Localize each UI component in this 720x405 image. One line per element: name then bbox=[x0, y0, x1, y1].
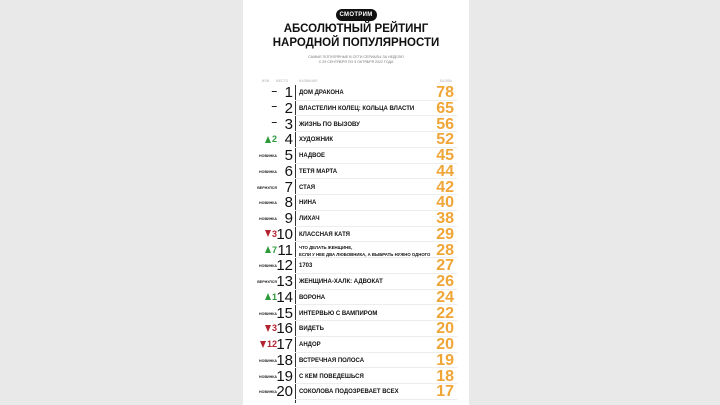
list-item bbox=[243, 306, 469, 322]
change-value: 12 bbox=[266, 339, 277, 349]
series-title bbox=[299, 185, 315, 191]
list-item bbox=[243, 164, 469, 180]
list-item bbox=[243, 117, 469, 133]
score-value: 45 bbox=[436, 147, 454, 164]
change-badge bbox=[259, 357, 277, 365]
header-place: МЕСТО bbox=[276, 79, 289, 83]
list-item bbox=[243, 211, 469, 227]
series-title bbox=[299, 200, 316, 206]
series-title-text: ИНТЕРВЬЮ С ВАМПИРОМ bbox=[299, 310, 378, 317]
place-number: 16 bbox=[276, 320, 293, 338]
list-item bbox=[243, 274, 469, 290]
change-value: 1 bbox=[271, 291, 277, 302]
subtitle bbox=[273, 55, 439, 64]
subtitle-line-1: САМЫЕ ПОПУЛЯРНЫЕ В СЕТИ СЕРИАЛЫ ЗА НЕДЕЛЮ bbox=[308, 55, 404, 59]
arrow-down-icon bbox=[265, 230, 271, 237]
score-value: 56 bbox=[436, 115, 454, 133]
change-badge bbox=[259, 310, 277, 318]
change-up bbox=[265, 293, 277, 301]
list-item bbox=[243, 353, 469, 369]
list-item bbox=[243, 337, 469, 353]
series-title-text: ДОМ ДРАКОНА bbox=[299, 90, 344, 96]
series-title bbox=[299, 295, 325, 301]
place-number: 5 bbox=[284, 147, 293, 164]
series-title bbox=[299, 279, 383, 285]
list-item bbox=[243, 384, 469, 400]
series-title-text: СОКОЛОВА ПОДОЗРЕВАЕТ ВСЕХ bbox=[299, 389, 399, 396]
score-value: 27 bbox=[436, 257, 454, 275]
series-title bbox=[299, 358, 364, 364]
list-item bbox=[243, 243, 469, 259]
series-title-text: НАДВОЕ bbox=[299, 153, 326, 159]
place-number: 12 bbox=[276, 257, 293, 275]
series-title bbox=[299, 232, 350, 238]
rating-card bbox=[243, 0, 469, 405]
title-line-1: АБСОЛЮТНЫЙ РЕЙТИНГ bbox=[283, 23, 429, 35]
change-value: НОВИНКА bbox=[259, 217, 277, 221]
change-up bbox=[265, 135, 277, 143]
list-item bbox=[243, 227, 469, 243]
score-value: 40 bbox=[436, 194, 454, 212]
place-number: 9 bbox=[284, 210, 293, 227]
change-up bbox=[265, 246, 277, 254]
series-title-text: ВСТРЕЧНАЯ ПОЛОСА bbox=[299, 357, 365, 364]
series-title bbox=[299, 244, 430, 258]
series-title-text: 1703 bbox=[299, 263, 313, 270]
series-title-text: НИНА bbox=[299, 200, 317, 207]
change-value: – bbox=[271, 117, 277, 128]
score-value: 22 bbox=[436, 304, 454, 322]
series-title-text: ЖИЗНЬ ПО ВЫЗОВУ bbox=[299, 121, 360, 128]
series-title-text: ЖЕНЩИНА-ХАЛК: АДВОКАТ bbox=[299, 279, 383, 285]
place-number: 7 bbox=[284, 178, 293, 196]
list-item bbox=[243, 369, 469, 385]
place-number: 14 bbox=[276, 288, 293, 306]
change-value: НОВИНКА bbox=[259, 390, 277, 395]
title-line-2: НАРОДНОЙ ПОПУЛЯРНОСТИ bbox=[272, 37, 440, 49]
change-badge bbox=[257, 278, 277, 286]
series-title bbox=[299, 389, 399, 395]
change-down bbox=[265, 230, 277, 238]
row-separator bbox=[295, 399, 457, 400]
series-title-text: С КЕМ ПОВЕДЕШЬСЯ bbox=[299, 373, 364, 380]
change-badge bbox=[259, 152, 277, 160]
change-badge bbox=[259, 215, 277, 223]
change-badge bbox=[259, 373, 277, 381]
place-number: 15 bbox=[276, 304, 293, 322]
change-value: НОВИНКА bbox=[259, 264, 277, 269]
score-value: 65 bbox=[436, 99, 454, 117]
series-title bbox=[299, 153, 325, 159]
score-value: 26 bbox=[436, 273, 454, 290]
score-value: 78 bbox=[436, 84, 454, 101]
series-title-text: ЧТО ДЕЛАТЬ ЖЕНЩИНЕ, bbox=[299, 244, 353, 250]
place-number: 8 bbox=[284, 194, 293, 212]
series-title bbox=[299, 326, 324, 332]
score-value: 18 bbox=[436, 367, 454, 385]
series-title bbox=[299, 122, 360, 128]
arrow-down-icon bbox=[265, 325, 271, 332]
series-title bbox=[299, 216, 320, 222]
change-badge bbox=[259, 168, 277, 176]
series-title-text: ТЕТЯ МАРТА bbox=[299, 168, 338, 175]
change-none bbox=[271, 87, 277, 95]
series-title bbox=[299, 106, 414, 112]
place-number: 20 bbox=[276, 383, 293, 401]
series-title-text: СТАЯ bbox=[299, 184, 316, 191]
score-value: 38 bbox=[436, 210, 454, 227]
place-number: 3 bbox=[284, 115, 293, 133]
change-badge bbox=[257, 184, 277, 192]
change-down bbox=[260, 340, 277, 348]
series-title bbox=[299, 374, 364, 380]
series-title-text: КЛАССНАЯ КАТЯ bbox=[299, 231, 350, 238]
change-value: НОВИНКА bbox=[259, 374, 277, 379]
place-number: 1 bbox=[284, 84, 293, 101]
series-title-text: АНДОР bbox=[299, 342, 321, 348]
change-value: НОВИНКА bbox=[259, 154, 277, 158]
place-number: 10 bbox=[276, 225, 293, 243]
score-value: 42 bbox=[436, 178, 454, 196]
change-badge bbox=[259, 199, 277, 207]
change-value: – bbox=[271, 85, 277, 97]
change-badge bbox=[259, 262, 277, 270]
score-value: 44 bbox=[436, 162, 454, 180]
arrow-up-icon bbox=[265, 246, 271, 253]
list-item bbox=[243, 148, 469, 164]
change-value: 3 bbox=[271, 323, 277, 334]
series-title bbox=[299, 342, 321, 348]
score-value: 19 bbox=[436, 351, 454, 369]
place-number: 13 bbox=[276, 273, 293, 290]
change-value: – bbox=[271, 101, 277, 113]
change-value: НОВИНКА bbox=[259, 311, 277, 316]
score-value: 24 bbox=[436, 288, 454, 306]
change-value: НОВИНКА bbox=[259, 201, 277, 206]
list-item bbox=[243, 290, 469, 306]
list-item bbox=[243, 195, 469, 211]
change-down bbox=[265, 324, 277, 332]
header-change: ИЗМ bbox=[262, 79, 270, 83]
series-title-text: ХУДОЖНИК bbox=[299, 137, 334, 144]
place-number: 17 bbox=[276, 336, 293, 353]
change-value: 3 bbox=[271, 228, 277, 239]
arrow-up-icon bbox=[265, 136, 271, 143]
score-value: 20 bbox=[436, 336, 454, 353]
list-item bbox=[243, 101, 469, 117]
series-title-text: ВЛАСТЕЛИН КОЛЕЦ: КОЛЬЦА ВЛАСТИ bbox=[299, 105, 415, 112]
series-title-text: ЛИХАЧ bbox=[299, 216, 320, 222]
series-title-text-2: ЕСЛИ У НЕЕ ДВА ЛЮБОВНИКА, А ВЫБРАТЬ НУЖНО ОДНОГО bbox=[299, 251, 431, 257]
list-item bbox=[243, 132, 469, 148]
change-value: ВЕРНУЛСЯ bbox=[257, 185, 277, 190]
subtitle-line-2: С 29 СЕНТЯБРЯ ПО 5 ОКТЯБРЯ 2022 ГОДА bbox=[318, 59, 394, 64]
header-name: НАЗВАНИЕ bbox=[299, 79, 318, 83]
list-item bbox=[243, 180, 469, 196]
score-value: 17 bbox=[436, 383, 454, 401]
place-number: 11 bbox=[277, 241, 293, 259]
change-none bbox=[271, 103, 277, 111]
series-title bbox=[299, 311, 377, 317]
change-value: 7 bbox=[271, 244, 277, 255]
series-title bbox=[299, 90, 344, 96]
series-title-text: ВИДЕТЬ bbox=[299, 326, 324, 333]
change-value: ВЕРНУЛСЯ bbox=[257, 280, 277, 284]
logo-text: СМОТРИМ bbox=[336, 9, 377, 21]
series-title bbox=[299, 263, 312, 269]
list-item bbox=[243, 321, 469, 337]
place-number: 6 bbox=[284, 162, 293, 180]
series-title-text: ВОРОНА bbox=[299, 294, 326, 301]
change-value: НОВИНКА bbox=[259, 169, 277, 174]
change-value: 2 bbox=[271, 134, 277, 145]
change-value: НОВИНКА bbox=[259, 358, 277, 363]
place-number: 4 bbox=[284, 131, 293, 149]
score-value: 20 bbox=[436, 320, 454, 338]
score-value: 28 bbox=[436, 241, 454, 259]
logo bbox=[243, 3, 469, 21]
place-number: 19 bbox=[276, 367, 293, 385]
place-number: 18 bbox=[276, 351, 293, 369]
list-item bbox=[243, 85, 469, 101]
page-title bbox=[243, 22, 469, 50]
score-value: 52 bbox=[436, 131, 454, 149]
series-title bbox=[299, 137, 333, 143]
place-number: 2 bbox=[284, 99, 293, 117]
change-badge bbox=[259, 388, 277, 396]
arrow-down-icon bbox=[260, 341, 266, 348]
header-score: БАЛЛЫ bbox=[440, 79, 453, 83]
list-item bbox=[243, 258, 469, 274]
score-value: 29 bbox=[436, 225, 454, 243]
change-none bbox=[271, 119, 277, 127]
arrow-up-icon bbox=[265, 293, 271, 300]
series-title bbox=[299, 169, 337, 175]
